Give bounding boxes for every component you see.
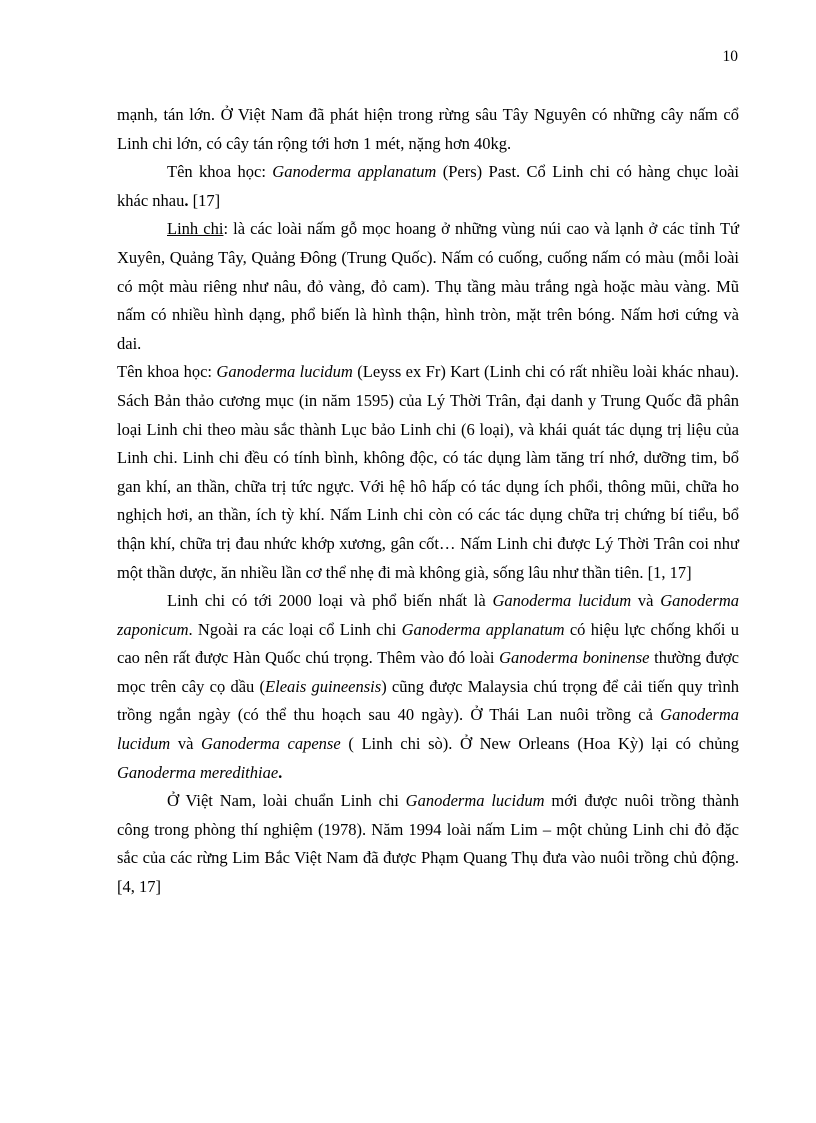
page-number: 10 xyxy=(722,48,738,65)
text-run: . Ngoài ra các loại cổ Linh chi xyxy=(188,619,402,639)
text-run: Ganoderma capense xyxy=(201,734,341,754)
text-run: Ganoderma applanatum xyxy=(401,619,565,639)
paragraph-5 xyxy=(117,587,739,787)
text-run: thường được mọc trên cây cọ dầu ( xyxy=(117,648,739,696)
paragraph-4 xyxy=(117,358,739,587)
text-run: (Leyss ex Fr) Kart (Linh chi có rất nhiều loài khác nhau). Sách Bản thảo cương mục (in năm 1595) của Lý Thời Trân, đại danh y Trung Quốc đã phân loại Linh chi theo màu sắc thành Lục bảo Linh chi (6 loại), và khái quát tác dụng trị liệu của Linh chi. Linh chi đều có tính bình, không độc, có tác dụng làm tăng trí nhớ, dưỡng tim, bổ gan khí, an thần, chữa trị tức ngực. Với hệ hô hấp có tác dụng ích phổi, thông mũi, chữa ho nghịch hơi, an thần, ích tỳ khí. Nấm Linh chi còn có các tác dụng chữa trị chứng bí tiểu, bổ thận khí, chữa trị đau nhức khớp xương, gân cốt… Nấm Linh chi được Lý Thời Trân coi như một thần dược, ăn nhiều lần cơ thể nhẹ đi mà không già, sống lâu như thần tiên. [1, 17] xyxy=(117,362,740,582)
text-run: Ganoderma meredithiae xyxy=(117,762,279,782)
text-run: ( Linh chi sò). Ở New Orleans (Hoa Kỳ) lại có chủng xyxy=(340,734,739,754)
body-text xyxy=(117,101,739,902)
text-run: có hiệu lực chống khối u cao nên rất được Hàn Quốc chú trọng. Thêm vào đó loài xyxy=(117,619,739,668)
text-run: Ganoderma lucidum xyxy=(216,362,353,382)
text-run: Ganoderma lucidum xyxy=(405,791,545,811)
text-run: Ganoderma applanatum xyxy=(272,162,437,182)
text-run: mạnh, tán lớn. Ở Việt Nam đã phát hiện trong rừng sâu Tây Nguyên có những cây nấm cổ Linh chi lớn, có cây tán rộng tới hơn 1 mét, nặng hơn 40kg. xyxy=(117,105,739,153)
paragraph-2 xyxy=(117,158,739,215)
text-run: Ganoderma zaponicum xyxy=(117,591,740,639)
text-run: Tên khoa học: xyxy=(167,162,273,182)
text-run: và xyxy=(631,591,661,611)
paragraph-1 xyxy=(117,101,739,158)
text-run: và xyxy=(170,734,202,754)
text-run: Tên khoa học: xyxy=(117,362,217,382)
text-run: Ganoderma lucidum xyxy=(117,705,739,754)
text-run: Ở Việt Nam, loài chuẩn Linh chi xyxy=(167,791,406,811)
text-run: Ganoderma boninense xyxy=(499,648,650,668)
text-run: . xyxy=(278,762,283,782)
paragraph-3 xyxy=(117,215,739,358)
text-run: : là các loài nấm gỗ mọc hoang ở những vùng núi cao và lạnh ở các tỉnh Tứ Xuyên, Quảng Tây, Quảng Đông (Trung Quốc). Nấm có cuống, cuống nấm có màu (mỗi loài có một màu riêng như nâu, đỏ vàng, đỏ cam). Thụ tầng màu trắng ngà hoặc màu vàng. Mũ nấm có nhiều hình dạng, phổ biến là hình thận, hình tròn, mặt trên bóng. Nấm hơi cứng và dai. xyxy=(117,219,739,353)
text-run: [17] xyxy=(188,190,221,210)
text-run: Linh chi xyxy=(167,219,224,239)
text-run: Linh chi có tới 2000 loại và phổ biến nhất là xyxy=(167,591,493,611)
paragraph-6 xyxy=(117,787,739,901)
text-run: ) cũng được Malaysia chú trọng để cải tiến quy trình trồng ngắn ngày (có thể thu hoạch sau 40 ngày). Ở Thái Lan nuôi trồng cả xyxy=(117,676,739,725)
text-run: Eleais guineensis xyxy=(265,676,382,696)
text-run: Ganoderma lucidum xyxy=(492,591,632,611)
text-run: . xyxy=(184,190,189,210)
text-run: mới được nuôi trồng thành công trong phòng thí nghiệm (1978). Năm 1994 loài nấm Lim – một chủng Linh chi đỏ đặc sắc của các rừng Lim Bắc Việt Nam đã được Phạm Quang Thụ đưa vào nuôi trồng chủ động. [4, 17] xyxy=(117,791,739,897)
text-run: (Pers) Past. Cổ Linh chi có hàng chục loài khác nhau xyxy=(117,162,739,210)
